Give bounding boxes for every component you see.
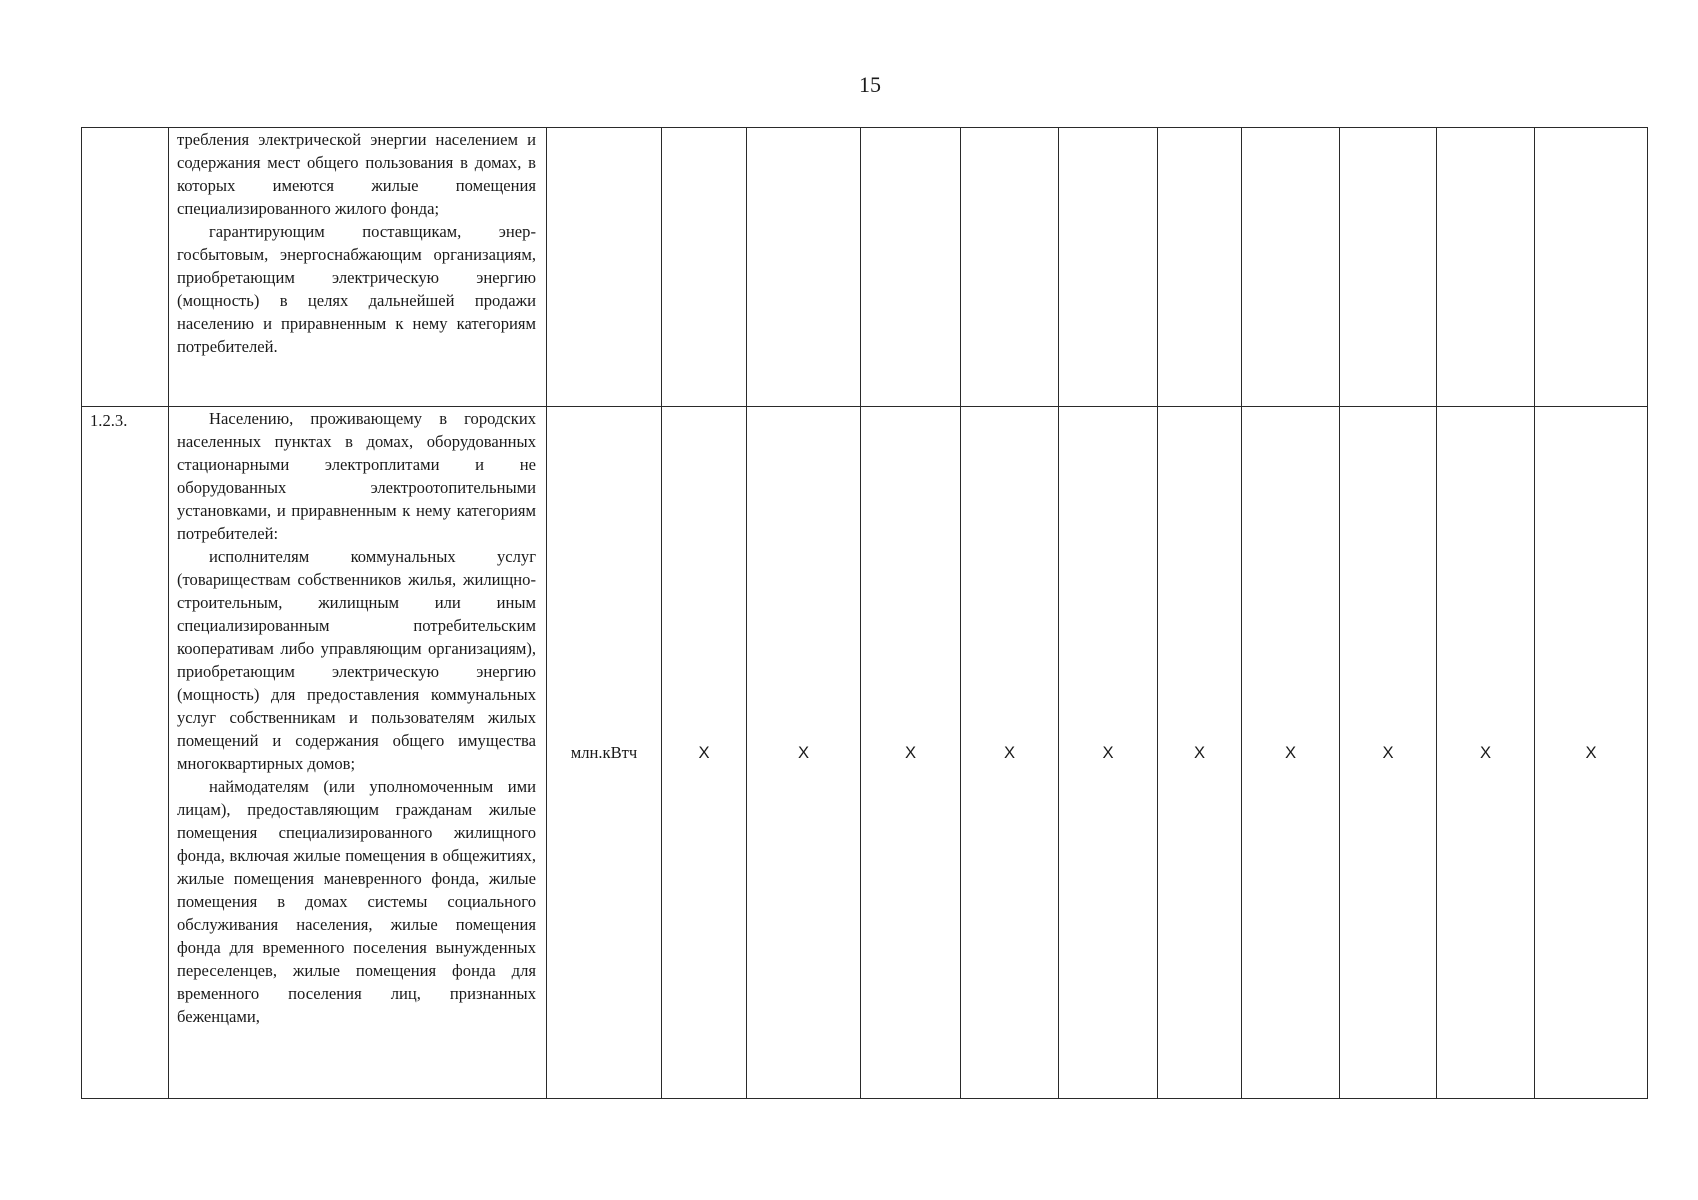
- unit-cell: млн.кВтч: [547, 407, 662, 1099]
- row-description-cell: [169, 128, 547, 407]
- value-cell: [1059, 128, 1158, 407]
- value-cell: Х: [1437, 407, 1535, 1099]
- value-cell: [1437, 128, 1535, 407]
- value-cell: Х: [662, 407, 747, 1099]
- row-number-cell: [82, 128, 169, 407]
- value-cell: [1158, 128, 1242, 407]
- row-description-cell: [169, 407, 547, 1099]
- value-cell: [1340, 128, 1437, 407]
- value-cell: [1535, 128, 1648, 407]
- unit-cell: [547, 128, 662, 407]
- table-row: [82, 128, 1648, 407]
- value-cell: Х: [1340, 407, 1437, 1099]
- value-cell: [861, 128, 961, 407]
- value-cell: Х: [1158, 407, 1242, 1099]
- value-cell: Х: [861, 407, 961, 1099]
- value-cell: Х: [747, 407, 861, 1099]
- description-paragraph: Населению, проживающему в городских населенных пунктах в домах, оборудованных стационарными электроплитами и не оборудованных электроотопительными установками, и приравненным к нему категориям потребителей:: [177, 409, 536, 543]
- value-cell: [1242, 128, 1340, 407]
- value-cell: Х: [961, 407, 1059, 1099]
- table-row: [82, 407, 1648, 1099]
- value-cell: Х: [1535, 407, 1648, 1099]
- value-cell: [961, 128, 1059, 407]
- value-cell: Х: [1242, 407, 1340, 1099]
- value-cell: [747, 128, 861, 407]
- description-paragraph: исполнителям коммунальных услуг (товариществам собственников жилья, жилищно-строительным, жилищным или иным специализированным потребительским кооперативам либо управляющим организациям), приобретающим электрическую энергию (мощность) для предоставления коммунальных услуг собственникам и пользователям жилых помещений и содержания общего имущества многоквартирных домов;: [177, 547, 536, 773]
- page-number: 15: [859, 72, 881, 97]
- row-number-cell: 1.2.3.: [82, 407, 169, 1099]
- description-paragraph: требления электрической энергии населением и содержания мест общего пользования в домах, в которых имеются жилые помещения специализированного жилого фонда;: [177, 130, 536, 218]
- value-cell: [662, 128, 747, 407]
- description-paragraph: наймодателям (или уполномоченным ими лицам), предоставляющим гражданам жилые помещения специализированного жилищного фонда, включая жилые помещения в общежитиях, жилые помещения маневренного фонда, жилые помещения в домах системы социального обслуживания населения, жилые помещения фонда для временного поселения вынужденных переселенцев, жилые помещения фонда для временного поселения лиц, признанных беженцами,: [177, 777, 536, 1026]
- value-cell: Х: [1059, 407, 1158, 1099]
- tariff-table: [81, 127, 1648, 1099]
- description-paragraph: гарантирующим поставщикам, энергосбытовым, энергоснабжающим организациям, приобретающим электрическую энергию (мощность) в целях дальнейшей продажи населению и приравненным к нему категориям потребителей.: [177, 222, 536, 356]
